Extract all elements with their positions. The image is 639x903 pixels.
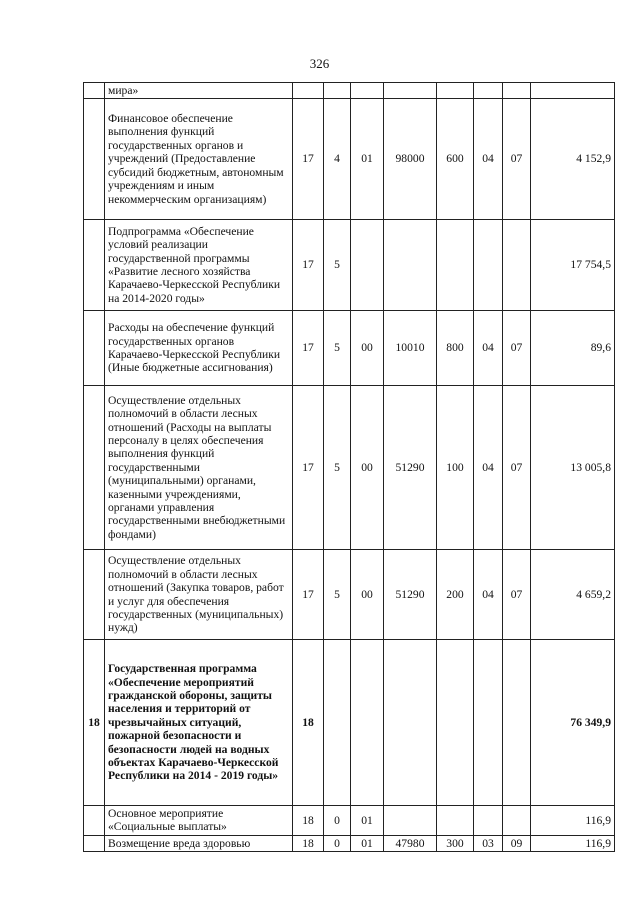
code-cell: 00	[351, 550, 384, 640]
code-cell	[437, 83, 474, 99]
row-index	[84, 220, 105, 311]
table-row	[84, 550, 615, 640]
code-cell: 5	[324, 550, 351, 640]
code-cell: 98000	[384, 99, 437, 220]
code-cell: 17	[293, 311, 324, 386]
code-cell: 17	[293, 220, 324, 311]
code-cell: 04	[474, 386, 503, 550]
amount-cell: 116,9	[531, 835, 615, 851]
code-cell: 0	[324, 835, 351, 851]
code-cell: 07	[503, 99, 531, 220]
code-cell	[437, 220, 474, 311]
row-index	[84, 550, 105, 640]
code-cell	[503, 220, 531, 311]
row-name: Подпрограмма «Обеспечение условий реализации государственной программы «Развитие лесного хозяйства Карачаево-Черкесской Республики на 2014-2020 годы»	[105, 220, 293, 311]
code-cell	[324, 83, 351, 99]
row-name: Осуществление отдельных полномочий в области лесных отношений (Закупка товаров, работ и услуг для обеспечения государственных (муниципальных) нужд)	[105, 550, 293, 640]
code-cell: 200	[437, 550, 474, 640]
code-cell: 04	[474, 99, 503, 220]
amount-cell: 4 152,9	[531, 99, 615, 220]
row-name: Основное мероприятие «Социальные выплаты»	[105, 806, 293, 836]
code-cell	[351, 640, 384, 806]
table-row	[84, 220, 615, 311]
row-name: Финансовое обеспечение выполнения функций государственных органов и учреждений (Предоставление субсидий бюджетным, автономным учреждениям и иным некоммерческим организациям)	[105, 99, 293, 220]
code-cell	[437, 640, 474, 806]
amount-cell	[531, 83, 615, 99]
code-cell	[384, 83, 437, 99]
amount-cell: 17 754,5	[531, 220, 615, 311]
code-cell	[384, 640, 437, 806]
code-cell	[474, 220, 503, 311]
code-cell	[384, 806, 437, 836]
code-cell: 17	[293, 550, 324, 640]
table-row	[84, 806, 615, 836]
page-number: 326	[309, 56, 330, 71]
row-index	[84, 806, 105, 836]
code-cell	[293, 83, 324, 99]
row-index	[84, 83, 105, 99]
table-row	[84, 640, 615, 806]
code-cell: 01	[351, 99, 384, 220]
code-cell: 47980	[384, 835, 437, 851]
code-cell	[503, 806, 531, 836]
row-index	[84, 99, 105, 220]
code-cell: 800	[437, 311, 474, 386]
code-cell: 100	[437, 386, 474, 550]
code-cell: 0	[324, 806, 351, 836]
row-index: 18	[84, 640, 105, 806]
code-cell	[351, 83, 384, 99]
code-cell: 4	[324, 99, 351, 220]
code-cell	[384, 220, 437, 311]
table-row	[84, 99, 615, 220]
code-cell: 10010	[384, 311, 437, 386]
row-index	[84, 386, 105, 550]
table-row	[84, 83, 615, 99]
amount-cell: 4 659,2	[531, 550, 615, 640]
code-cell: 01	[351, 806, 384, 836]
table-row	[84, 386, 615, 550]
code-cell: 18	[293, 835, 324, 851]
code-cell	[324, 640, 351, 806]
budget-table	[83, 82, 615, 852]
code-cell: 04	[474, 550, 503, 640]
code-cell: 09	[503, 835, 531, 851]
code-cell	[503, 640, 531, 806]
code-cell	[351, 220, 384, 311]
code-cell: 17	[293, 386, 324, 550]
code-cell: 5	[324, 220, 351, 311]
row-index	[84, 311, 105, 386]
code-cell: 300	[437, 835, 474, 851]
row-name: Возмещение вреда здоровью	[105, 835, 293, 851]
table-row	[84, 311, 615, 386]
amount-cell: 89,6	[531, 311, 615, 386]
code-cell	[474, 83, 503, 99]
row-name: Расходы на обеспечение функций государственных органов Карачаево-Черкесской Республики (Иные бюджетные ассигнования)	[105, 311, 293, 386]
code-cell: 07	[503, 311, 531, 386]
code-cell: 00	[351, 386, 384, 550]
code-cell: 03	[474, 835, 503, 851]
code-cell: 01	[351, 835, 384, 851]
row-name: Осуществление отдельных полномочий в области лесных отношений (Расходы на выплаты персоналу в целях обеспечения выполнения функций государственными (муниципальными) органами, казенными учреждениями, органами управления государственными внебюджетными фондами)	[105, 386, 293, 550]
row-index	[84, 835, 105, 851]
amount-cell: 116,9	[531, 806, 615, 836]
code-cell: 07	[503, 550, 531, 640]
code-cell	[474, 806, 503, 836]
code-cell: 18	[293, 806, 324, 836]
code-cell: 17	[293, 99, 324, 220]
code-cell: 04	[474, 311, 503, 386]
amount-cell: 76 349,9	[531, 640, 615, 806]
code-cell: 600	[437, 99, 474, 220]
table-body	[84, 83, 615, 852]
code-cell: 18	[293, 640, 324, 806]
code-cell	[437, 806, 474, 836]
table-row	[84, 835, 615, 851]
code-cell: 51290	[384, 550, 437, 640]
code-cell	[503, 83, 531, 99]
code-cell	[474, 640, 503, 806]
amount-cell: 13 005,8	[531, 386, 615, 550]
code-cell: 07	[503, 386, 531, 550]
code-cell: 00	[351, 311, 384, 386]
row-name: Государственная программа «Обеспечение мероприятий гражданской обороны, защиты населения и территорий от чрезвычайных ситуаций, пожарной безопасности и безопасности людей на водных объектах Карачаево-Черкесской Республики на 2014 - 2019 годы»	[105, 640, 293, 806]
row-name: мира»	[105, 83, 293, 99]
code-cell: 5	[324, 311, 351, 386]
code-cell: 51290	[384, 386, 437, 550]
code-cell: 5	[324, 386, 351, 550]
